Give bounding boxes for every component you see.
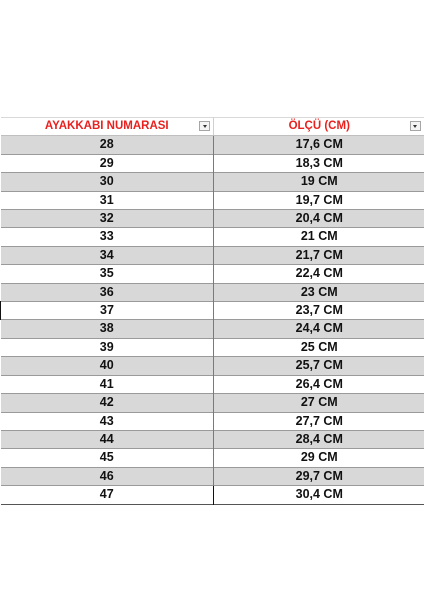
- measurement-cell: 26,4 CM: [214, 375, 424, 393]
- measurement-cell: 20,4 CM: [214, 210, 424, 228]
- table-row: [1, 467, 424, 485]
- shoe-size-cell: 32: [1, 210, 214, 228]
- shoe-size-cell: 42: [1, 394, 214, 412]
- table-row: [1, 430, 424, 448]
- measurement-cell: 21,7 CM: [214, 246, 424, 264]
- table-row: [1, 136, 424, 154]
- table-row: [1, 357, 424, 375]
- table-row: [1, 449, 424, 467]
- filter-dropdown-button[interactable]: [199, 121, 210, 131]
- shoe-size-cell: 35: [1, 265, 214, 283]
- measurement-cell: 23 CM: [214, 283, 424, 301]
- shoe-size-cell: 30: [1, 173, 214, 191]
- measurement-cell: 17,6 CM: [214, 136, 424, 154]
- shoe-size-cell: 37: [1, 302, 214, 320]
- shoe-size-cell: 28: [1, 136, 214, 154]
- measurement-cell: 27 CM: [214, 394, 424, 412]
- table-row: [1, 228, 424, 246]
- shoe-size-cell: 29: [1, 154, 214, 172]
- table-header-row: [1, 118, 424, 136]
- table-row: [1, 320, 424, 338]
- shoe-size-cell: 34: [1, 246, 214, 264]
- shoe-size-cell: 45: [1, 449, 214, 467]
- shoe-size-cell: 43: [1, 412, 214, 430]
- column-header-shoe-size: [1, 118, 214, 136]
- measurement-cell: 21 CM: [214, 228, 424, 246]
- measurement-cell: 22,4 CM: [214, 265, 424, 283]
- column-header-label: ÖLÇÜ (CM): [288, 120, 350, 132]
- table-row: [1, 283, 424, 301]
- table-row: [1, 265, 424, 283]
- measurement-cell: 29,7 CM: [214, 467, 424, 485]
- chevron-down-icon: [413, 125, 417, 128]
- shoe-size-cell: 40: [1, 357, 214, 375]
- measurement-cell: 23,7 CM: [214, 302, 424, 320]
- shoe-size-cell: 33: [1, 228, 214, 246]
- measurement-cell: 19,7 CM: [214, 191, 424, 209]
- shoe-size-cell: 41: [1, 375, 214, 393]
- shoe-size-cell: 46: [1, 467, 214, 485]
- shoe-size-cell: 36: [1, 283, 214, 301]
- measurement-cell: 28,4 CM: [214, 430, 424, 448]
- measurement-cell: 25,7 CM: [214, 357, 424, 375]
- table-row: [1, 338, 424, 356]
- measurement-cell: 24,4 CM: [214, 320, 424, 338]
- shoe-size-cell: 31: [1, 191, 214, 209]
- shoe-size-cell: 47: [1, 486, 214, 504]
- table-row: [1, 394, 424, 412]
- table-row: [1, 486, 424, 504]
- table-body: [1, 136, 424, 504]
- column-header-label: AYAKKABI NUMARASI: [44, 120, 169, 132]
- table-row: [1, 154, 424, 172]
- measurement-cell: 30,4 CM: [214, 486, 424, 504]
- table-row: [1, 210, 424, 228]
- table-row: [1, 191, 424, 209]
- table-row: [1, 173, 424, 191]
- table-row: [1, 302, 424, 320]
- measurement-cell: 27,7 CM: [214, 412, 424, 430]
- measurement-cell: 29 CM: [214, 449, 424, 467]
- filter-dropdown-button[interactable]: [410, 121, 421, 131]
- shoe-size-cell: 44: [1, 430, 214, 448]
- shoe-size-table: [0, 117, 424, 505]
- measurement-cell: 19 CM: [214, 173, 424, 191]
- table-row: [1, 412, 424, 430]
- shoe-size-cell: 38: [1, 320, 214, 338]
- chevron-down-icon: [203, 125, 207, 128]
- table-row: [1, 246, 424, 264]
- shoe-size-cell: 39: [1, 338, 214, 356]
- measurement-cell: 18,3 CM: [214, 154, 424, 172]
- measurement-cell: 25 CM: [214, 338, 424, 356]
- table-row: [1, 375, 424, 393]
- column-header-measurement: [214, 118, 424, 136]
